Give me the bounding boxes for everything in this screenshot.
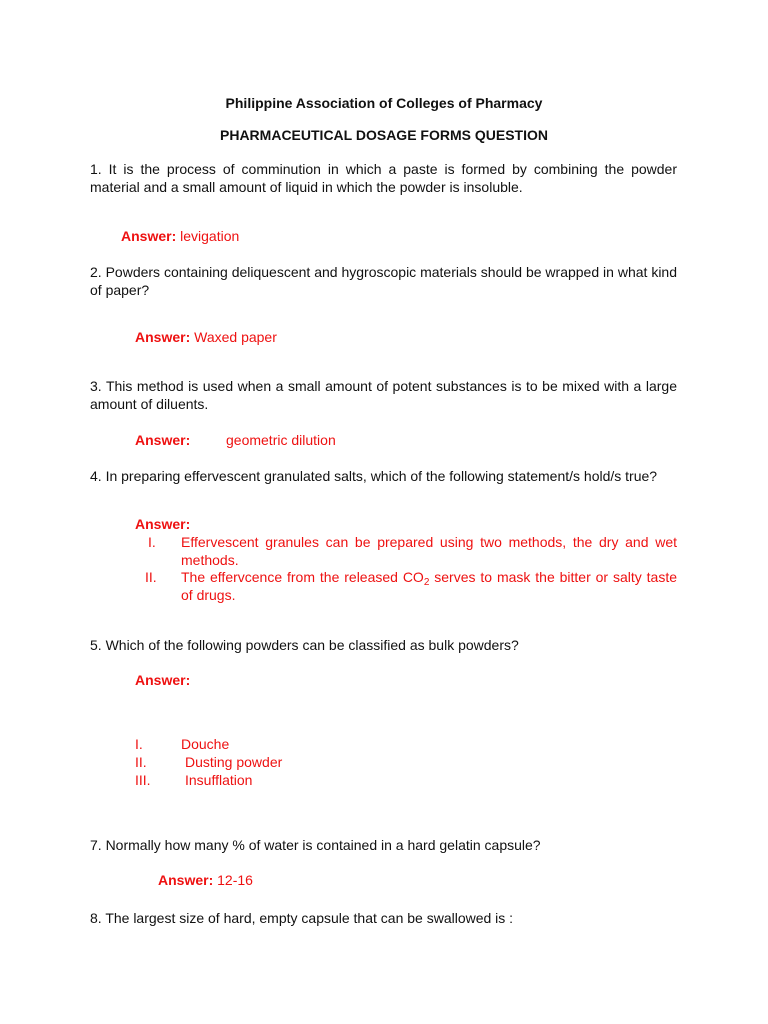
answer-3-value: geometric dilution [226, 432, 336, 448]
answer-7-value: 12-16 [217, 872, 253, 888]
answer-3 [135, 431, 190, 449]
answer-5-numeral-3: III. [135, 772, 151, 788]
answer-4-item-2 [181, 568, 677, 604]
answer-1 [121, 227, 239, 245]
question-2: 2. Powders containing deliquescent and hygroscopic materials should be wrapped in what kind of paper? [90, 264, 677, 298]
answer-4 [135, 515, 190, 533]
answer-label: Answer: [135, 432, 191, 448]
answer-1-value: levigation [180, 228, 240, 244]
answer-5-numeral-2: II. [135, 754, 147, 770]
answer-5-item-2: Dusting powder [185, 754, 283, 770]
answer-5-item-1: Douche [181, 736, 230, 752]
org-title: Philippine Association of Colleges of Pharmacy [225, 95, 543, 111]
answer-label: Answer: [135, 329, 191, 345]
page-title: PHARMACEUTICAL DOSAGE FORMS QUESTION [220, 127, 548, 143]
answer-2 [135, 328, 277, 346]
question-4: 4. In preparing effervescent granulated salts, which of the following statement/s hold/s true? [90, 468, 658, 484]
answer-4-item-2-subscript: 2 [423, 577, 430, 588]
answer-5-item-3: Insufflation [185, 772, 253, 788]
answer-5-numeral-1: I. [135, 736, 143, 752]
answer-label: Answer: [158, 872, 214, 888]
answer-4-item-2-text-b: serves to mask the bitter or salty taste of drugs. [181, 569, 677, 603]
answer-2-value: Waxed paper [194, 329, 277, 345]
question-8: 8. The largest size of hard, empty capsule that can be swallowed is : [90, 910, 514, 926]
answer-label: Answer: [135, 672, 191, 688]
question-7: 7. Normally how many % of water is contained in a hard gelatin capsule? [90, 837, 541, 853]
question-3: 3. This method is used when a small amount of potent substances is to be mixed with a large amount of diluents. [90, 378, 677, 412]
answer-4-item-2-text-a: The effervcence from the released CO [181, 569, 424, 585]
answer-4-numeral-1: I. [148, 534, 156, 550]
answer-4-item-1: Effervescent granules can be prepared using two methods, the dry and wet methods. [181, 534, 677, 568]
answer-5 [135, 671, 190, 689]
question-5: 5. Which of the following powders can be classified as bulk powders? [90, 637, 519, 653]
answer-label: Answer: [121, 228, 177, 244]
question-1: 1. It is the process of comminution in which a paste is formed by combining the powder material and a small amount of liquid in which the powder is insoluble. [90, 161, 677, 195]
answer-4-numeral-2: II. [145, 569, 157, 585]
answer-label: Answer: [135, 516, 191, 532]
answer-7 [158, 871, 253, 889]
